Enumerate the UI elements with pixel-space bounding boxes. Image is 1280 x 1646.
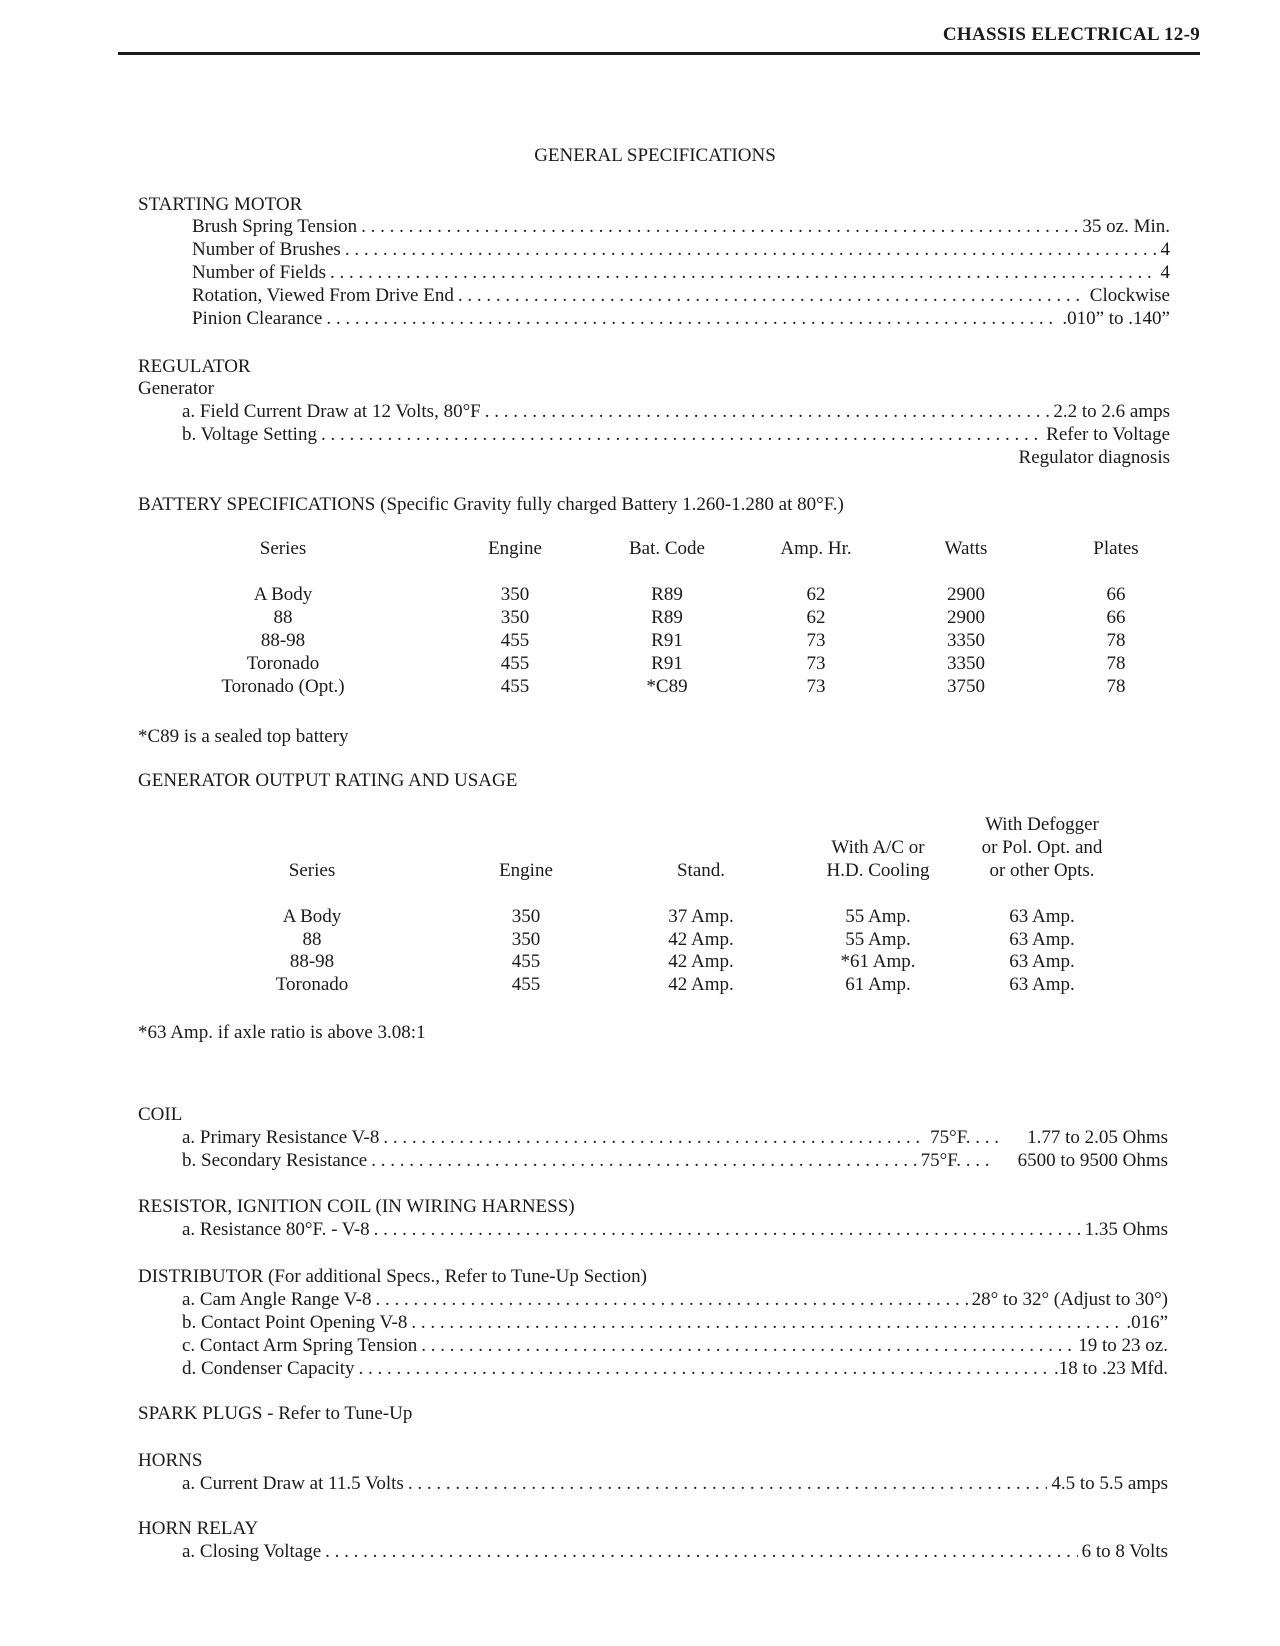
spec-temp: 75°F. . . . — [920, 1150, 990, 1171]
generator-header-cell: H.D. Cooling — [826, 860, 930, 881]
page-title: GENERAL SPECIFICATIONS — [534, 145, 776, 166]
generator-header-cell: With A/C or — [831, 837, 925, 858]
spec-value: 2.2 to 2.6 amps — [1053, 401, 1170, 422]
battery-cell: 3750 — [947, 676, 985, 697]
horn-relay-heading: HORN RELAY — [138, 1518, 259, 1539]
battery-cell: 88 — [273, 607, 293, 628]
spec-value: .18 to .23 Mfd. — [1054, 1358, 1168, 1379]
spec-row — [192, 239, 1170, 262]
spec-value: 4 — [1160, 239, 1170, 260]
regulator-heading: REGULATOR — [138, 356, 251, 377]
spec-value: 19 to 23 oz. — [1078, 1335, 1168, 1356]
generator-header-cell: Engine — [499, 860, 553, 881]
battery-cell: 455 — [500, 653, 530, 674]
distributor-heading: DISTRIBUTOR (For additional Specs., Refer to Tune-Up Section) — [138, 1266, 647, 1287]
spec-label: a. Resistance 80°F. - V-8 — [182, 1219, 370, 1240]
spec-value: 1.35 Ohms — [1084, 1219, 1168, 1240]
battery-cell: 62 — [806, 607, 826, 628]
spec-value: 6 to 8 Volts — [1081, 1541, 1168, 1562]
battery-cell: R89 — [651, 607, 683, 628]
battery-cell: 3350 — [947, 630, 985, 651]
regulator-subheading: Generator — [138, 378, 214, 399]
generator-header-cell: Stand. — [676, 860, 726, 881]
spec-value: .016” — [1126, 1312, 1168, 1333]
spark-plugs-heading: SPARK PLUGS - Refer to Tune-Up — [138, 1403, 413, 1424]
generator-cell: 37 Amp. — [668, 906, 734, 927]
battery-cell: 66 — [1106, 607, 1126, 628]
spec-row — [192, 262, 1170, 285]
battery-cell: R89 — [651, 584, 683, 605]
spec-label: a. Current Draw at 11.5 Volts — [182, 1473, 404, 1494]
generator-cell: 55 Amp. — [845, 906, 911, 927]
battery-header-cell: Bat. Code — [629, 538, 705, 559]
spec-value: 35 oz. Min. — [1082, 216, 1170, 237]
generator-cell: 350 — [511, 928, 541, 950]
page-header — [118, 24, 1200, 55]
battery-cell: Toronado (Opt.) — [221, 676, 345, 697]
battery-cell: 78 — [1106, 653, 1126, 674]
spec-label: a. Closing Voltage — [182, 1541, 322, 1562]
battery-cell: 2900 — [947, 607, 985, 628]
battery-cell: R91 — [651, 653, 683, 674]
starting-motor-heading: STARTING MOTOR — [138, 194, 303, 215]
spec-row — [192, 216, 1170, 239]
generator-cell: 63 Amp. — [1009, 973, 1075, 995]
spec-label: Number of Brushes — [192, 239, 341, 260]
battery-header-cell: Amp. Hr. — [780, 538, 852, 559]
spec-row — [192, 285, 1170, 308]
battery-cell: 73 — [806, 676, 826, 697]
generator-note: *63 Amp. if axle ratio is above 3.08:1 — [138, 1022, 426, 1043]
header-title: CHASSIS ELECTRICAL 12-9 — [942, 24, 1200, 45]
battery-cell: 62 — [806, 584, 826, 605]
spec-row — [182, 1358, 1168, 1381]
generator-cell: 61 Amp. — [845, 973, 911, 995]
battery-cell: Toronado — [246, 653, 320, 674]
spec-value: 6500 to 9500 Ohms — [1017, 1150, 1168, 1171]
spec-value: .010” to .140” — [1062, 308, 1170, 329]
battery-cell: 66 — [1106, 584, 1126, 605]
generator-header-cell: Series — [288, 860, 336, 881]
spec-row — [182, 1127, 1168, 1150]
spec-label: a. Primary Resistance V-8 — [182, 1127, 380, 1148]
spec-value: 28° to 32° (Adjust to 30°) — [971, 1289, 1168, 1310]
spec-label: a. Field Current Draw at 12 Volts, 80°F — [182, 401, 481, 422]
spec-row — [192, 308, 1170, 331]
spec-label: Rotation, Viewed From Drive End — [192, 285, 454, 306]
battery-header-cell: Series — [259, 538, 307, 559]
generator-cell: Toronado — [275, 973, 349, 995]
generator-cell: 42 Amp. — [668, 973, 734, 995]
generator-cell: 455 — [511, 973, 541, 995]
spec-row — [182, 1312, 1168, 1335]
generator-cell: 350 — [511, 906, 541, 927]
generator-cell: 63 Amp. — [1009, 906, 1075, 927]
spec-value: Clockwise — [1089, 285, 1170, 306]
coil-heading: COIL — [138, 1104, 183, 1125]
battery-header-cell: Engine — [488, 538, 542, 559]
spec-value-continued: Regulator diagnosis — [1018, 447, 1170, 468]
battery-cell: 350 — [500, 584, 530, 605]
battery-header-cell: Watts — [944, 538, 988, 559]
spec-label: a. Cam Angle Range V-8 — [182, 1289, 372, 1310]
generator-cell: 455 — [511, 951, 541, 972]
generator-header-cell: With Defogger — [985, 814, 1099, 835]
spec-label: b. Contact Point Opening V-8 — [182, 1312, 408, 1333]
spec-label: d. Condenser Capacity — [182, 1358, 355, 1379]
spec-row — [182, 1473, 1168, 1496]
horns-heading: HORNS — [138, 1450, 203, 1471]
battery-note: *C89 is a sealed top battery — [138, 726, 349, 747]
spec-row — [182, 1150, 1168, 1173]
battery-cell: 3350 — [947, 653, 985, 674]
spec-row — [182, 1335, 1168, 1358]
spec-value: 4 — [1160, 262, 1170, 283]
generator-cell: 42 Amp. — [668, 951, 734, 972]
generator-cell: A Body — [282, 906, 342, 927]
spec-label: Brush Spring Tension — [192, 216, 358, 237]
generator-cell: 63 Amp. — [1009, 928, 1075, 950]
spec-value: Refer to Voltage — [1046, 424, 1170, 445]
spec-label: b. Secondary Resistance — [182, 1150, 368, 1171]
battery-cell: 73 — [806, 630, 826, 651]
spec-label: Number of Fields — [192, 262, 327, 283]
spec-label: b. Voltage Setting — [182, 424, 317, 445]
generator-heading: GENERATOR OUTPUT RATING AND USAGE — [138, 770, 518, 791]
spec-label: c. Contact Arm Spring Tension — [182, 1335, 418, 1356]
spec-label: Pinion Clearance — [192, 308, 323, 329]
battery-heading: BATTERY SPECIFICATIONS (Specific Gravity fully charged Battery 1.260-1.280 at 80°F.) — [138, 494, 844, 515]
battery-cell: 78 — [1106, 676, 1126, 697]
generator-cell: *61 Amp. — [840, 951, 916, 972]
generator-cell: 88-98 — [289, 951, 335, 972]
battery-cell: R91 — [651, 630, 683, 651]
spec-row — [182, 401, 1170, 424]
generator-cell: 42 Amp. — [668, 928, 734, 950]
battery-cell: A Body — [253, 584, 313, 605]
generator-cell: 55 Amp. — [845, 928, 911, 950]
generator-cell: 63 Amp. — [1009, 951, 1075, 972]
spec-value: 1.77 to 2.05 Ohms — [1027, 1127, 1168, 1148]
battery-cell: 455 — [500, 630, 530, 651]
battery-cell: 73 — [806, 653, 826, 674]
battery-cell: 78 — [1106, 630, 1126, 651]
spec-row — [182, 424, 1170, 447]
battery-cell: 350 — [500, 607, 530, 628]
generator-header-cell: or Pol. Opt. and — [981, 837, 1103, 858]
spec-row — [182, 1541, 1168, 1564]
spec-temp: 75°F. . . . — [930, 1127, 1000, 1148]
generator-cell: 88 — [302, 928, 322, 950]
spec-row — [182, 1219, 1168, 1242]
spec-value: 4.5 to 5.5 amps — [1051, 1473, 1168, 1494]
battery-cell: *C89 — [646, 676, 688, 697]
battery-cell: 88-98 — [260, 630, 306, 651]
battery-cell: 455 — [500, 676, 530, 697]
resistor-heading: RESISTOR, IGNITION COIL (IN WIRING HARNESS) — [138, 1196, 575, 1217]
spec-row — [182, 1289, 1168, 1312]
generator-header-cell: or other Opts. — [989, 860, 1095, 881]
battery-cell: 2900 — [947, 584, 985, 605]
battery-header-cell: Plates — [1093, 538, 1139, 559]
